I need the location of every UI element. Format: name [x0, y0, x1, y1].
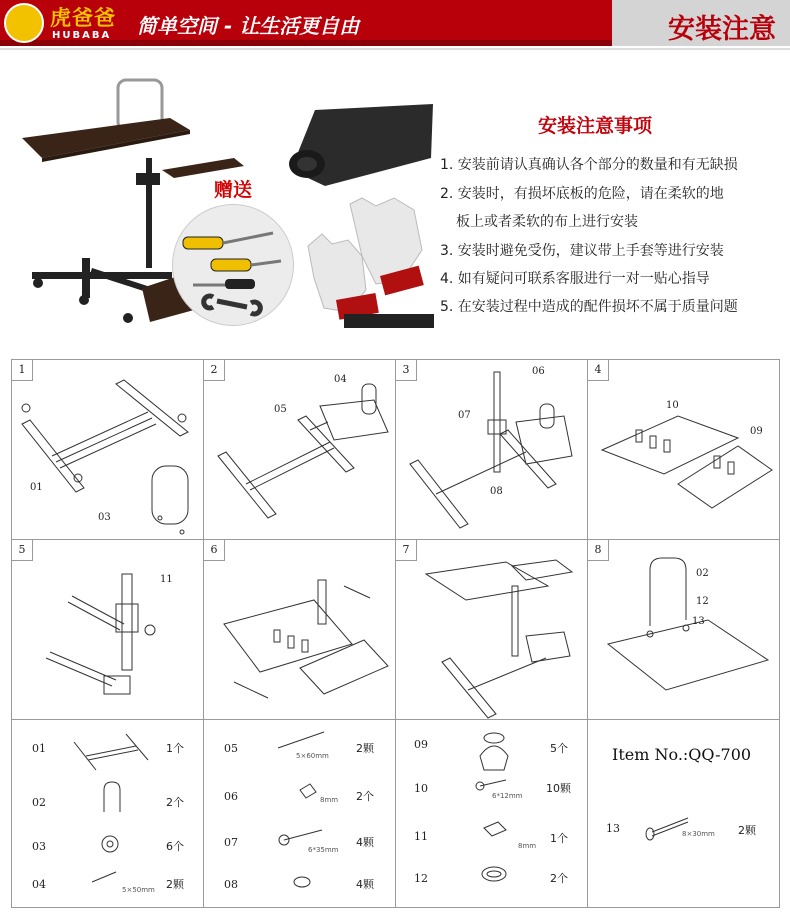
part-id: 07: [224, 836, 238, 849]
step-number: 3: [396, 360, 417, 381]
part-label: 05: [274, 404, 287, 415]
step-number: 7: [396, 540, 417, 561]
part-qty: 5个: [550, 742, 568, 755]
step-panel: [395, 539, 588, 720]
step-diagram: [12, 540, 205, 721]
step-panel: [587, 539, 780, 720]
gloves-photo: [300, 190, 435, 328]
part-spec: 5×50mm: [122, 886, 155, 894]
slogan: 简单空间 - 让生活更自由: [137, 14, 360, 38]
screwdriver-icon: [173, 205, 293, 325]
part-label: 02: [696, 568, 709, 579]
note-item: 2. 安装时，有损坏底板的危险，请在柔软的地: [440, 186, 724, 202]
part-spec: 6*12mm: [492, 792, 523, 800]
step-number: 1: [12, 360, 33, 381]
step-panel: [203, 539, 396, 720]
item-number: Item No.:QQ-700: [612, 745, 752, 764]
step-number: 4: [588, 360, 609, 381]
part-qty: 2个: [550, 872, 568, 885]
part-qty: 10颗: [546, 782, 571, 795]
step-number: 8: [588, 540, 609, 561]
part-spec: 8×30mm: [682, 830, 715, 838]
part-qty: 6个: [166, 840, 184, 853]
part-qty: 4颗: [356, 836, 374, 849]
parts-panel: [11, 719, 204, 908]
part-id: 08: [224, 878, 238, 891]
part-qty: 2颗: [166, 878, 184, 891]
part-qty: 2个: [166, 796, 184, 809]
part-id: 06: [224, 790, 238, 803]
note-item: 板上或者柔软的布上进行安装: [456, 214, 638, 230]
tiger-logo-icon: [4, 3, 44, 43]
step-diagram: [588, 360, 781, 541]
part-qty: 4颗: [356, 878, 374, 891]
step-panel: [587, 359, 780, 540]
part-id: 09: [414, 738, 428, 751]
part-spec: 6*35mm: [308, 846, 339, 854]
tools-photo: [172, 204, 294, 326]
part-label: 10: [666, 400, 679, 411]
parts-panel: [395, 719, 588, 908]
step-number: 2: [204, 360, 225, 381]
step-diagram: [396, 540, 589, 721]
step-diagram: [396, 360, 589, 541]
part-qty: 2颗: [356, 742, 374, 755]
note-item: 5. 在安装过程中造成的配件损坏不属于质量问题: [440, 299, 738, 315]
part-id: 04: [32, 878, 46, 891]
part-label: 06: [532, 366, 545, 377]
part-label: 09: [750, 426, 763, 437]
part-label: 13: [692, 616, 705, 627]
part-qty: 2个: [356, 790, 374, 803]
part-label: 03: [98, 512, 111, 523]
step-panel: [11, 539, 204, 720]
step-diagram: [204, 540, 397, 721]
logo-subtext: HUBABA: [52, 30, 112, 41]
step-diagram: [204, 360, 397, 541]
notes-title: 安装注意事项: [538, 115, 653, 137]
part-id: 10: [414, 782, 428, 795]
rubber-mat-photo: [285, 100, 435, 190]
part-spec: 8mm: [320, 796, 339, 804]
part-label: 07: [458, 410, 471, 421]
step-panel: [11, 359, 204, 540]
note-item: 4. 如有疑问可联系客服进行一对一贴心指导: [440, 271, 710, 287]
step-diagram: [588, 540, 781, 721]
part-label: 12: [696, 596, 709, 607]
part-id: 05: [224, 742, 238, 755]
part-label: 08: [490, 486, 503, 497]
part-id: 01: [32, 742, 46, 755]
divider: [0, 48, 790, 50]
assembly-grid: [11, 359, 780, 908]
title-box: [612, 0, 790, 46]
step-panel: [203, 359, 396, 540]
part-qty: 1个: [166, 742, 184, 755]
step-panel: [395, 359, 588, 540]
brand-logo: [0, 0, 132, 46]
part-id: 12: [414, 872, 428, 885]
part-spec: 8mm: [518, 842, 537, 850]
part-id: 13: [606, 822, 620, 835]
note-item: 3. 安装时避免受伤，建议带上手套等进行安装: [440, 243, 724, 259]
gift-label: 赠送: [214, 179, 253, 201]
part-id: 02: [32, 796, 46, 809]
part-label: 04: [334, 374, 347, 385]
parts-panel: [203, 719, 396, 908]
part-id: 03: [32, 840, 46, 853]
part-label: 01: [30, 482, 43, 493]
step-number: 5: [12, 540, 33, 561]
part-id: 11: [414, 830, 428, 843]
logo-text: 虎爸爸: [50, 6, 116, 30]
part-spec: 5×60mm: [296, 752, 329, 760]
note-item: 1. 安装前请认真确认各个部分的数量和有无缺损: [440, 157, 738, 173]
part-qty: 2颗: [738, 824, 756, 837]
page-title: 安装注意: [668, 14, 776, 45]
part-label: 11: [160, 574, 173, 585]
part-qty: 1个: [550, 832, 568, 845]
step-number: 6: [204, 540, 225, 561]
